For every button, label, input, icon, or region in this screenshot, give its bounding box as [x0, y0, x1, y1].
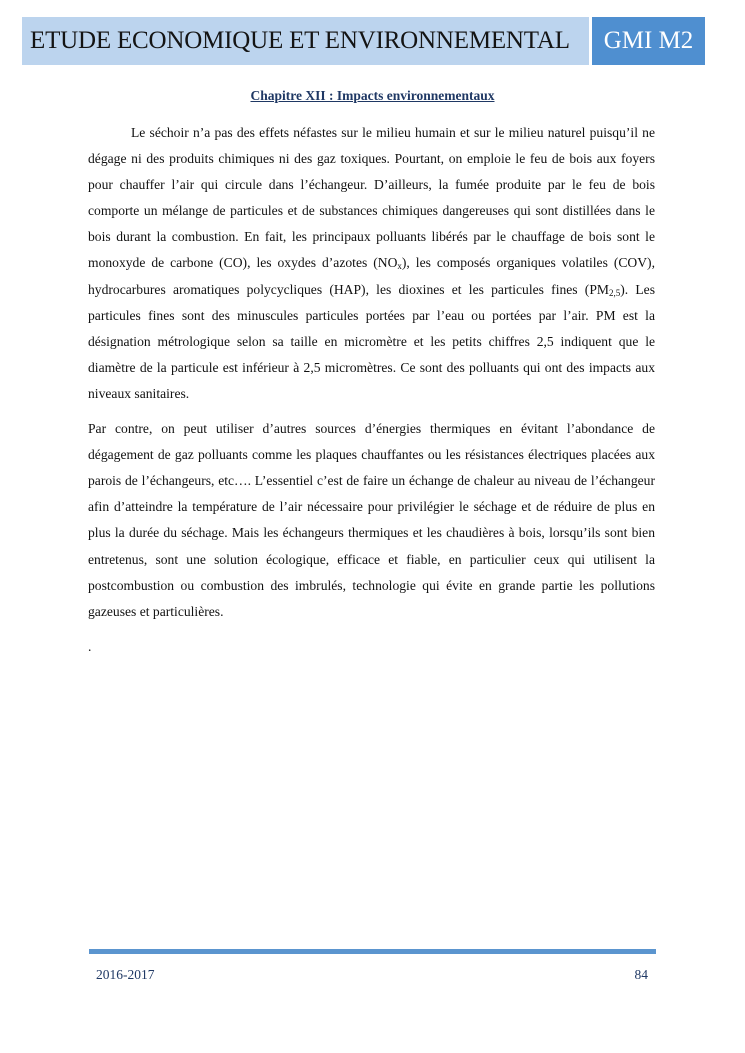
paragraph-2: Par contre, on peut utiliser d’autres sources d’énergies thermiques en évitant l’abondance de dégagement de gaz polluants comme les plaques chauffantes ou les résistances électriques placées aux parois de l’échangeurs, etc…. L’essentiel c’est de faire un échange de chaleur au niveau de l’échangeur afin d’atteindre la température de l’air nécessaire pour privilégier le séchage et de réduire de plus en plus la durée du séchage. Mais les échangeurs thermiques et les chaudières à bois, lorsqu’ils sont bien entretenus, sont une solution écologique, efficace et fiable, en particulier ceux qui utilisent la postcombustion ou combustion des imbrulés, technologie qui évite en grande partie les pollutions gazeuses et particulières.: [88, 421, 655, 619]
page-number: 84: [634, 967, 648, 982]
subscript-x: x: [397, 261, 402, 272]
chapter-title: Chapitre XII : Impacts environnementaux: [250, 88, 495, 103]
header-title-box: [22, 17, 589, 65]
document-body: [88, 120, 655, 669]
paragraph-1-part-3: ). Les particules fines sont des minuscules particules portées par l’eau ou portées par l’air. PM est la désignation métrologique selon sa taille en micromètre et les petits chiffres 2,5 indiquent que le diamètre de la particule est inférieur à 2,5 micromètres. Ce sont des polluants qui ont des impacts aux niveaux sanitaires.: [88, 281, 655, 401]
paragraph-3: .: [88, 638, 92, 654]
footer-year: 2016-2017: [96, 967, 155, 982]
header-code-box: [592, 17, 705, 65]
footer-rule: [89, 949, 656, 954]
paragraph-1: [88, 120, 655, 407]
paragraph-1-part-1: Le séchoir n’a pas des effets néfastes sur le milieu humain et sur le milieu naturel puisqu’il ne dégage ni des produits chimiques ni des gaz toxiques. Pourtant, on emploie le feu de bois aux foyers pour chauffer l’air qui circule dans l’échangeur. D’ailleurs, la fumée produite par le feu de bois comporte un mélange de particules et de substances chimiques dangereuses qui sont distillées dans le bois durant la combustion. En fait, les principaux polluants libérés par le chauffage de bois sont le monoxyde de carbone (CO), les oxydes d’azotes (NO: [88, 125, 655, 271]
page-header: [22, 17, 705, 65]
subscript-2-5: 2,5: [608, 287, 621, 298]
header-title: ETUDE ECONOMIQUE ET ENVIRONNEMENTAL: [30, 27, 570, 54]
header-code: GMI M2: [603, 27, 694, 54]
paragraph-1-part-2: ), les composés organiques volatiles (COV), hydrocarbures aromatiques polycycliques (HAP), les dioxines et les particules fines (PM: [88, 255, 655, 297]
